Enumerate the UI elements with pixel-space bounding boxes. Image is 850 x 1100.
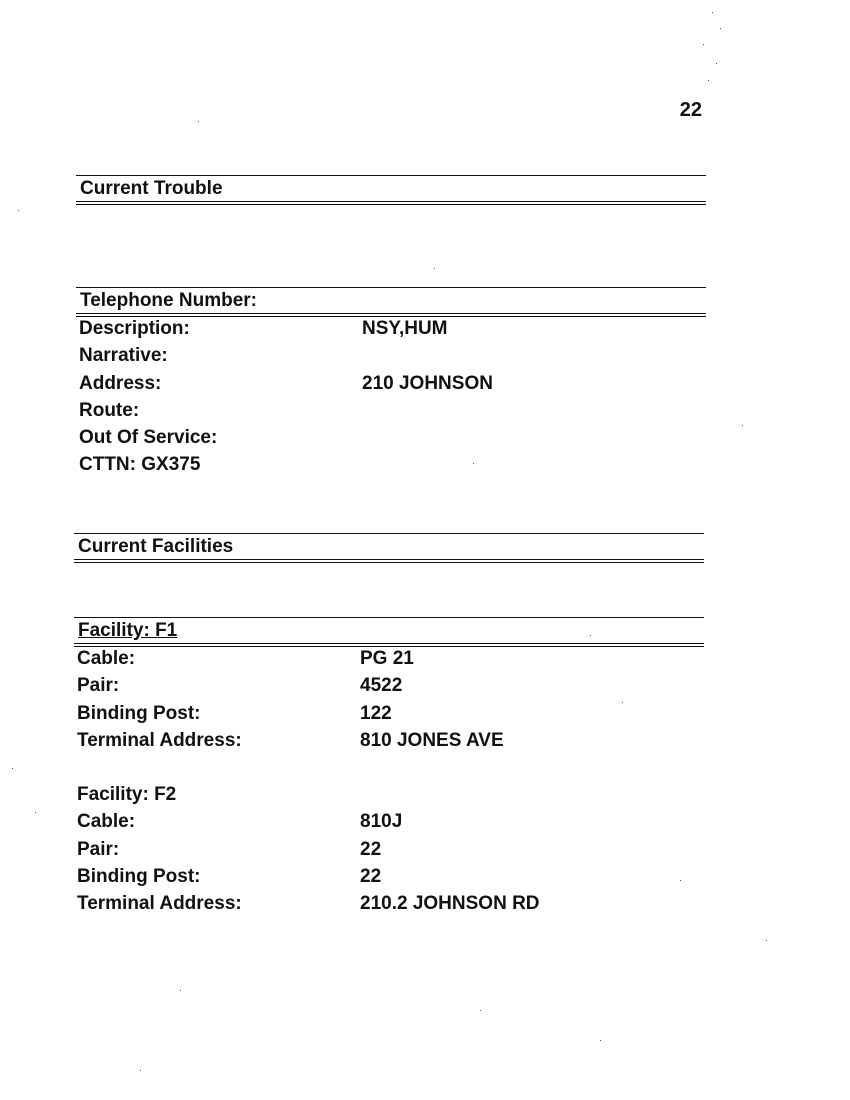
detail-row	[77, 645, 697, 672]
row-value: 22	[360, 838, 382, 860]
row-value: PG 21	[360, 648, 414, 669]
telephone-details	[79, 315, 699, 479]
page-number: 22	[679, 99, 702, 121]
detail-row	[79, 370, 699, 397]
row-label: Binding Post:	[77, 702, 201, 724]
row-value: NSY,HUM	[362, 318, 448, 339]
current-facilities-section	[74, 533, 704, 563]
row-value: 810 JONES AVE	[360, 729, 504, 751]
telephone-heading: Telephone Number:	[80, 290, 257, 311]
telephone-section	[76, 287, 706, 317]
detail-row	[79, 315, 699, 342]
row-value: 4522	[360, 675, 403, 697]
double-rule	[76, 201, 706, 205]
row-value: 122	[360, 702, 392, 724]
current-trouble-heading: Current Trouble	[80, 178, 223, 199]
current-facilities-heading: Current Facilities	[78, 536, 234, 557]
row-label: Out Of Service:	[79, 427, 218, 449]
double-rule	[74, 559, 704, 563]
detail-row	[77, 808, 697, 835]
facility-f2-details	[77, 781, 697, 917]
detail-row	[77, 890, 697, 917]
row-value: 810J	[360, 811, 403, 833]
facility-f1-heading: Facility: F1	[78, 620, 178, 641]
row-label: Cable:	[77, 811, 136, 833]
detail-row	[77, 727, 697, 754]
row-value: 210.2 JOHNSON RD	[360, 893, 540, 915]
row-label: Route:	[79, 399, 140, 421]
row-label: Description:	[79, 318, 190, 339]
row-label: Terminal Address:	[77, 893, 242, 915]
current-trouble-section	[76, 175, 706, 205]
facility-f2-heading: Facility: F2	[77, 784, 177, 805]
detail-row	[77, 863, 697, 890]
detail-row	[79, 451, 699, 478]
row-label: Narrative:	[79, 345, 168, 367]
row-label: Pair:	[77, 675, 120, 697]
row-label: Binding Post:	[77, 865, 201, 887]
row-label: Cable:	[77, 648, 136, 669]
detail-row	[79, 342, 699, 369]
row-label: Address:	[79, 372, 162, 394]
detail-row	[77, 836, 697, 863]
row-label: CTTN: GX375	[79, 454, 201, 476]
facility-f1-section	[74, 617, 704, 647]
row-label: Pair:	[77, 838, 120, 860]
row-value: 210 JOHNSON	[362, 372, 493, 394]
detail-row	[77, 700, 697, 727]
detail-row	[79, 397, 699, 424]
row-label: Terminal Address:	[77, 729, 242, 751]
detail-row	[79, 424, 699, 451]
facility-f1-details	[77, 645, 697, 754]
detail-row	[77, 672, 697, 699]
row-value: 22	[360, 865, 382, 887]
